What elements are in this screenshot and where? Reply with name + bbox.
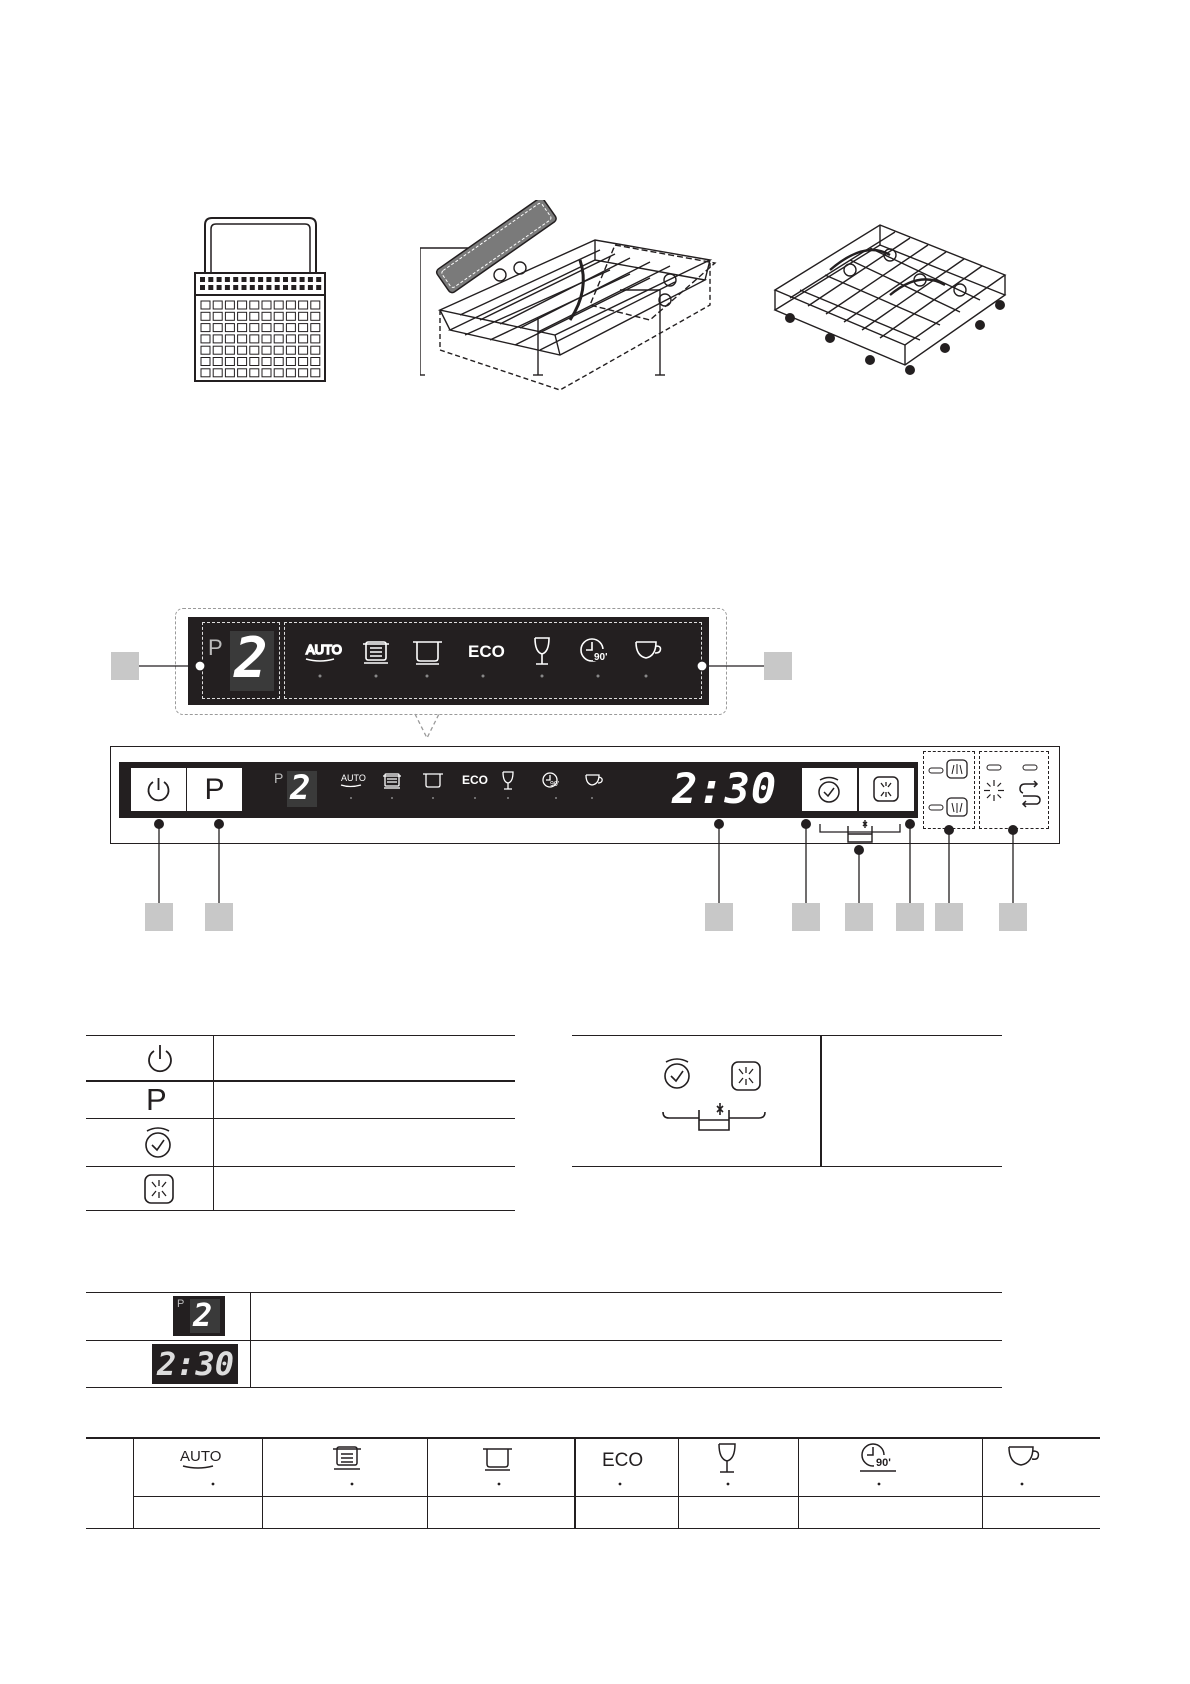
program-prefix: P bbox=[177, 1298, 185, 1310]
eco-program-icon: ECO bbox=[462, 773, 489, 787]
basket-slot bbox=[308, 277, 313, 282]
basket-slot bbox=[242, 277, 247, 282]
lower-rack-illustration bbox=[770, 220, 1010, 405]
program-button[interactable]: P bbox=[186, 767, 243, 812]
power-icon bbox=[140, 1040, 180, 1078]
zoomed-program-prefix: P bbox=[208, 635, 223, 660]
basket-slot bbox=[233, 277, 238, 282]
basket-slot bbox=[266, 277, 271, 282]
basket-slot bbox=[316, 277, 321, 282]
basket-slot bbox=[242, 285, 247, 290]
normal-program-icon bbox=[483, 1449, 512, 1470]
callout-box bbox=[205, 903, 233, 931]
time-value: 2:30 bbox=[157, 1345, 235, 1383]
basket-slot bbox=[300, 285, 305, 290]
basket-slot bbox=[275, 277, 280, 282]
basket-slot bbox=[217, 285, 222, 290]
basket-slot bbox=[266, 285, 271, 290]
zoomed-program-number: 2 bbox=[234, 626, 268, 691]
basket-slot bbox=[275, 285, 280, 290]
program-prefix: P bbox=[274, 770, 284, 786]
callout-box bbox=[845, 903, 873, 931]
half-load-icon bbox=[140, 1170, 178, 1208]
basket-slot bbox=[308, 285, 313, 290]
basket-slot bbox=[250, 277, 255, 282]
basket-slot bbox=[258, 285, 263, 290]
eco-program-icon: ECO bbox=[602, 1450, 644, 1471]
auto-program-icon: AUTO bbox=[341, 773, 366, 783]
callout-box bbox=[792, 903, 820, 931]
quick-90-program-icon bbox=[543, 773, 559, 788]
rinse-aid-icon bbox=[984, 780, 1004, 801]
basket-slot bbox=[225, 285, 230, 290]
basket-slot bbox=[225, 277, 230, 282]
svg-text:90': 90' bbox=[550, 781, 560, 788]
intensive-program-icon bbox=[333, 1447, 361, 1469]
program-number-display-sample bbox=[173, 1296, 225, 1336]
basket-slot bbox=[217, 277, 222, 282]
basket-slot bbox=[258, 277, 263, 282]
cutlery-basket-illustration bbox=[185, 215, 355, 395]
intensive-program-icon bbox=[383, 774, 401, 788]
half-load-icon bbox=[732, 1062, 760, 1090]
glass-program-icon bbox=[719, 1444, 735, 1472]
upper-rack-illustration bbox=[420, 200, 720, 410]
basket-slot bbox=[208, 277, 213, 282]
rinse-program-icon bbox=[586, 775, 602, 785]
eco-program-icon: ECO bbox=[468, 642, 505, 661]
basket-slot bbox=[200, 285, 205, 290]
program-p-icon: P bbox=[146, 1082, 167, 1117]
callout-box bbox=[705, 903, 733, 931]
callout-box bbox=[145, 903, 173, 931]
normal-program-icon bbox=[423, 774, 443, 787]
auto-program-icon: AUTO bbox=[306, 642, 342, 657]
child-lock-icon bbox=[848, 820, 872, 842]
combo-icons bbox=[655, 1052, 775, 1142]
program-table-icons bbox=[133, 1437, 1100, 1497]
delay-start-icon bbox=[665, 1059, 689, 1088]
quick-90-program-icon bbox=[860, 1444, 896, 1471]
control-panel-leader-lines bbox=[0, 800, 1190, 920]
program-number: 2 bbox=[193, 1296, 213, 1334]
basket-slot bbox=[200, 277, 205, 282]
callout-box bbox=[999, 903, 1027, 931]
glass-program-icon bbox=[503, 772, 513, 789]
callout-box bbox=[764, 652, 792, 680]
time-display: 2:30 bbox=[672, 764, 778, 813]
svg-text:90': 90' bbox=[594, 652, 608, 663]
svg-text:90': 90' bbox=[876, 1457, 891, 1469]
basket-slot bbox=[250, 285, 255, 290]
basket-slot bbox=[283, 285, 288, 290]
callout-box bbox=[935, 903, 963, 931]
basket-slot bbox=[291, 285, 296, 290]
basket-slot bbox=[283, 277, 288, 282]
basket-slot bbox=[316, 285, 321, 290]
basket-slot bbox=[233, 285, 238, 290]
time-display-sample bbox=[152, 1344, 238, 1384]
rinse-program-icon bbox=[1009, 1447, 1038, 1465]
auto-program-icon: AUTO bbox=[180, 1448, 222, 1465]
basket-slot bbox=[291, 277, 296, 282]
basket-slot bbox=[208, 285, 213, 290]
child-lock-icon bbox=[663, 1103, 765, 1130]
program-number-display: 2 bbox=[290, 768, 311, 808]
delay-start-icon bbox=[138, 1122, 178, 1162]
callout-box bbox=[896, 903, 924, 931]
basket-slot bbox=[300, 277, 305, 282]
callout-box bbox=[111, 652, 139, 680]
